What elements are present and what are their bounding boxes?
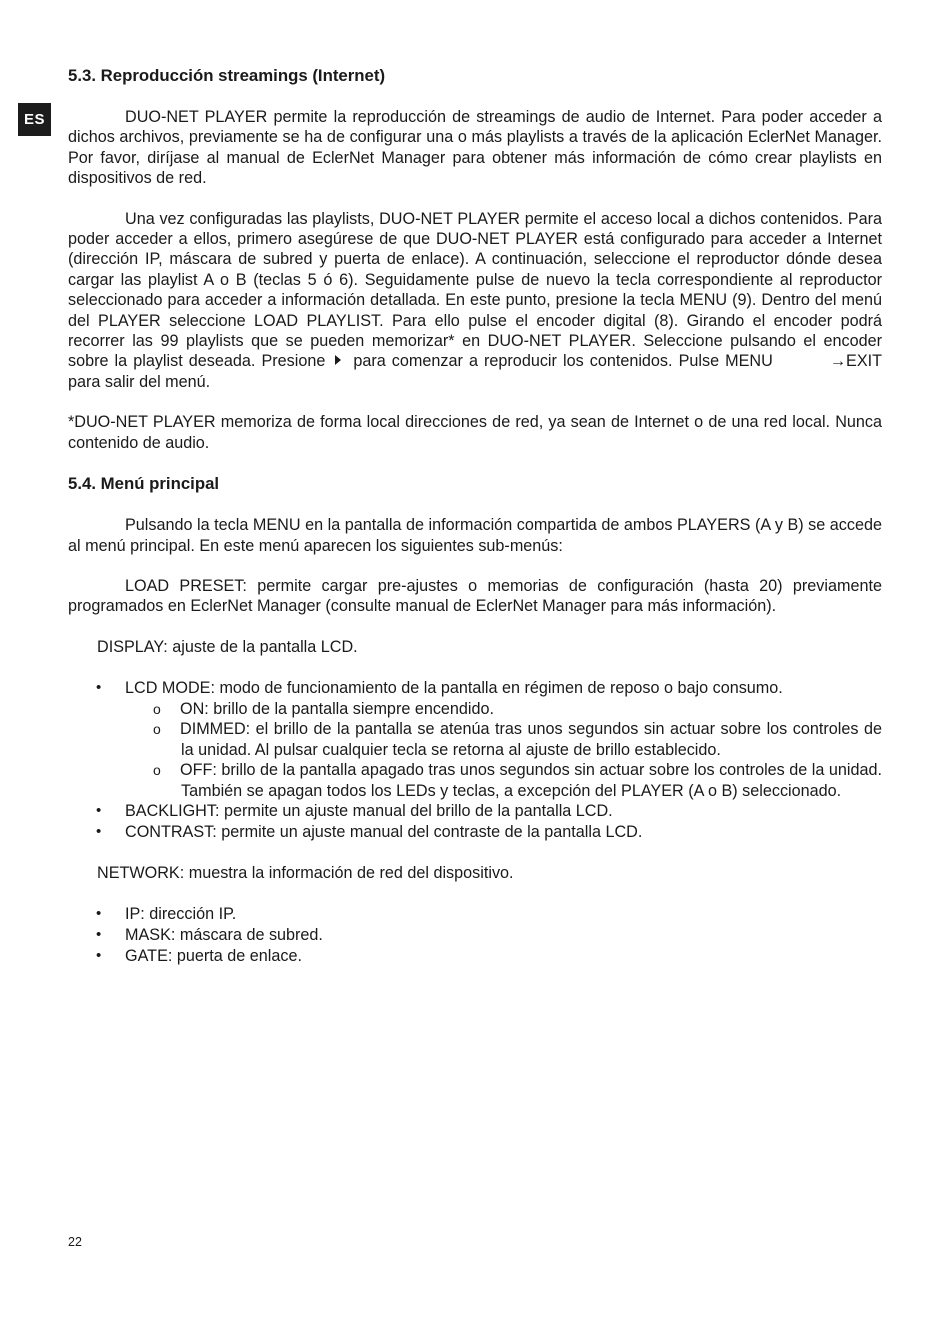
list-item-contrast [68, 822, 882, 843]
contrast-text: CONTRAST: permite un ajuste manual del contraste de la pantalla LCD. [125, 822, 643, 841]
section-5-3-paragraph-2 [68, 209, 882, 393]
paragraph-2-text-end: EXIT para salir del menú. [68, 352, 882, 391]
ip-text: IP: dirección IP. [125, 905, 237, 924]
list-item-mask [68, 925, 882, 946]
backlight-text: BACKLIGHT: permite un ajuste manual del brillo de la pantalla LCD. [125, 802, 613, 821]
paragraph-2-text-continued: para comenzar a reproducir los contenidos. Pulse MENU [353, 352, 773, 371]
document-page [68, 64, 882, 967]
memory-note: *DUO-NET PLAYER memoriza de forma local direcciones de red, ya sean de Internet o de una red local. Nunca contenido de audio. [68, 413, 882, 452]
list-item-ip [68, 904, 882, 925]
right-arrow-icon: → [829, 352, 847, 371]
mask-text: MASK: máscara de subred. [125, 926, 323, 945]
circle-bullet-icon: o [153, 701, 161, 718]
section-5-4-heading: 5.4. Menú principal [68, 474, 220, 494]
list-item-backlight [68, 801, 882, 822]
list-item-on [68, 699, 882, 719]
network-submenu-list [68, 904, 882, 967]
page-number: 22 [68, 1235, 82, 1249]
option-on-text: ON: brillo de la pantalla siempre encendido. [180, 700, 495, 719]
language-tab-es: ES [18, 103, 51, 136]
circle-bullet-icon: o [153, 721, 161, 738]
lcd-mode-options [68, 699, 882, 801]
option-off-text: OFF: brillo de la pantalla apagado tras unos segundos sin actuar sobre los controles de la unidad. También se apagan todos los LEDs y teclas, a excepción del PLAYER (A o B) seleccionado. [180, 761, 882, 800]
list-item-dimmed [68, 719, 882, 760]
gate-text: GATE: puerta de enlace. [125, 947, 302, 966]
section-5-3-paragraph-1: DUO-NET PLAYER permite la reproducción de streamings de audio de Internet. Para poder acceder a dichos archivos, previamente se ha de configurar una o más playlists a través de la aplicación EclerNet Manager. Por favor, diríjase al manual de EclerNet Manager para obtener más información de cómo crear playlists en dispositivos de red. [68, 108, 882, 188]
network-description: NETWORK: muestra la información de red del dispositivo. [97, 863, 514, 882]
lcd-mode-text: LCD MODE: modo de funcionamiento de la pantalla en régimen de reposo o bajo consumo. [125, 679, 783, 698]
circle-bullet-icon: o [153, 762, 161, 779]
load-preset-description: LOAD PRESET: permite cargar pre-ajustes o memorias de configuración (hasta 20) previamente programados en EclerNet Manager (consulte manual de EclerNet Manager para más información). [68, 576, 882, 616]
list-item-gate [68, 946, 882, 967]
section-5-4-intro: Pulsando la tecla MENU en la pantalla de información compartida de ambos PLAYERS (A y B) se accede al menú principal. En este menú aparecen los siguientes sub-menús: [68, 516, 882, 555]
paragraph-2-text: Una vez configuradas las playlists, DUO-NET PLAYER permite el acceso local a dichos contenidos. Para poder acceder a ellos, primero asegúrese de que DUO-NET PLAYER está configurado para acceder a Internet (dirección IP, máscara de subred y puerta de enlace). A continuación, seleccione el reproductor dónde desea cargar las playlist A o B (teclas 5 ó 6). Seguidamente pulse de nuevo la tecla correspondiente al reproductor seleccionado para acceder a información detallada. En este punto, presione la tecla MENU (9). Dentro del menú del PLAYER seleccione LOAD PLAYLIST. Para ello pulse el encoder digital (8). Girando el encoder podrá recorrer las 99 playlists que se pueden memorizar* en DUO-NET PLAYER. Seleccione pulsando el encoder sobre la playlist deseada. Presione [68, 209, 882, 371]
play-icon [335, 355, 341, 365]
option-dimmed-text: DIMMED: el brillo de la pantalla se atenúa tras unos segundos sin actuar sobre los controles de la unidad. Al pulsar cualquier tecla se retorna al ajuste de brillo establecido. [180, 720, 882, 759]
display-description: DISPLAY: ajuste de la pantalla LCD. [97, 637, 358, 656]
list-item-off [68, 760, 882, 801]
list-item-lcd-mode [68, 678, 882, 699]
display-submenu-list-continued [68, 801, 882, 843]
display-submenu-list [68, 678, 882, 699]
section-5-3-heading: 5.3. Reproducción streamings (Internet) [68, 66, 386, 85]
